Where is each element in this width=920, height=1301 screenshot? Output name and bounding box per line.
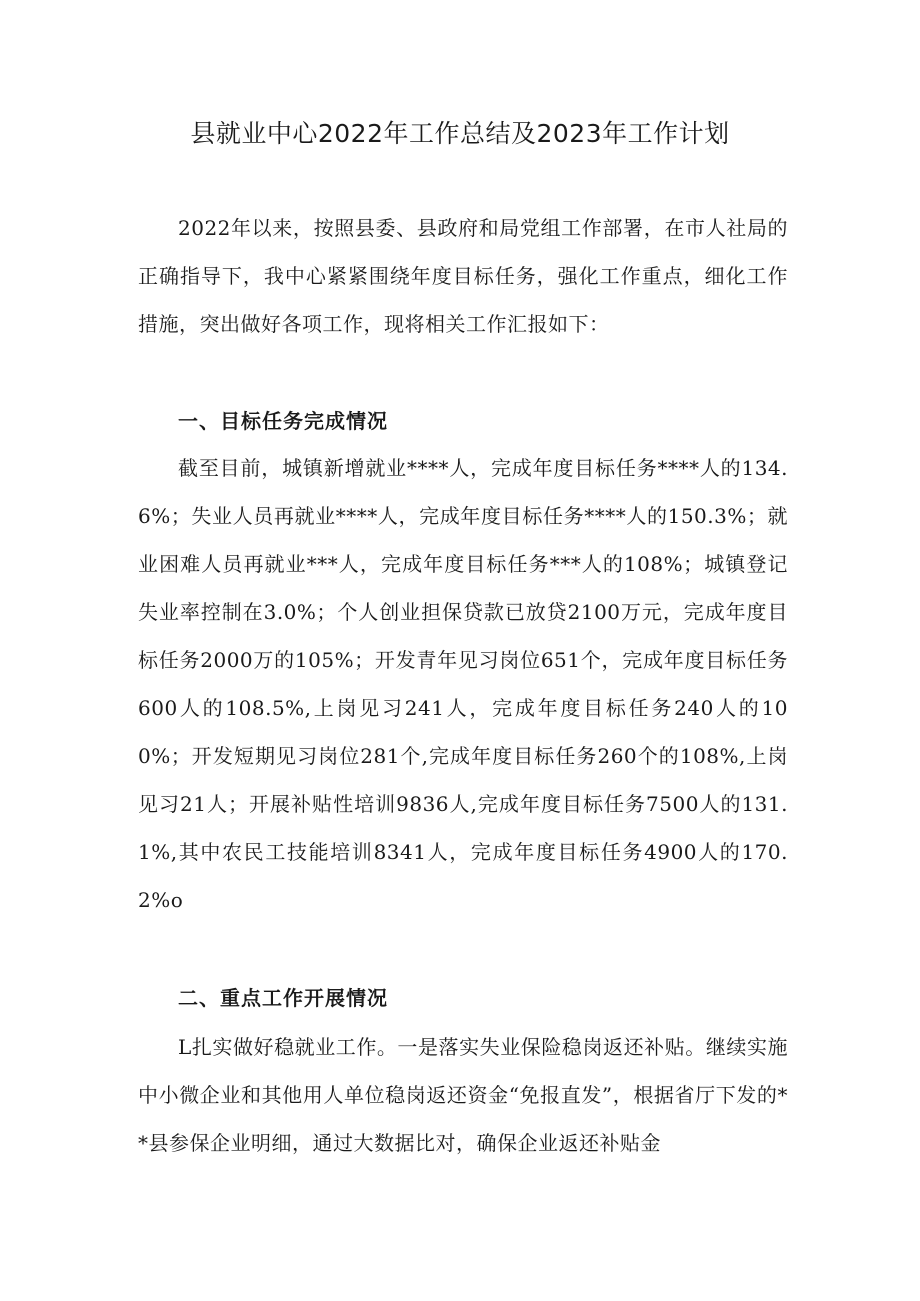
section-1-heading: 一、目标任务完成情况 (178, 409, 388, 433)
document-title: 县就业中心2022年工作总结及2023年工作计划 (190, 119, 730, 148)
section-1-paragraph: 截至目前，城镇新增就业****人，完成年度目标任务****人的134.6%；失业人员再就业****人，完成年度目标任务****人的150.3%；就业困难人员再就业***人，完成年度目标任务***人的108%；城镇登记失业率控制在3.0%；个人创业担保贷款已放贷2100万元，完成年度目标任务2000万的105%；开发青年见习岗位651个，完成年度目标任务600人的108.5%,上岗见习241人，完成年度目标任务240人的100%；开发短期见习岗位281个,完成年度目标任务260个的108%,上岗见习21人；开展补贴性培训9836人,完成年度目标任务7500人的131.1%,其中农民工技能培训8341人，完成年度目标任务4900人的170.2%o (138, 456, 788, 912)
section-2-paragraph: L扎实做好稳就业工作。一是落实失业保险稳岗返还补贴。继续实施中小微企业和其他用人单位稳岗返还资金“免报直发”，根据省厅下发的**县参保企业明细，通过大数据比对，确保企业返还补贴金 (138, 1035, 788, 1155)
section-2-heading: 二、重点工作开展情况 (178, 986, 388, 1010)
intro-paragraph: 2022年以来，按照县委、县政府和局党组工作部署，在市人社局的正确指导下，我中心紧紧围绕年度目标任务，强化工作重点，细化工作措施，突出做好各项工作，现将相关工作汇报如下： (138, 216, 788, 336)
